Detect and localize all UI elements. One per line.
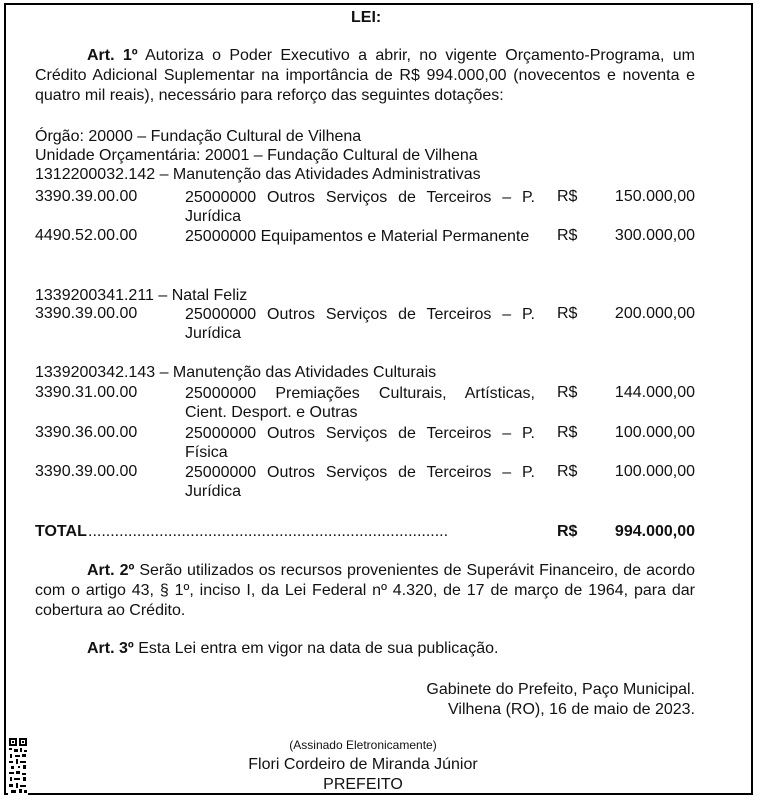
total-leader-dots: ................................................................................. [88, 523, 449, 540]
article-3-text: Esta Lei entra em vigor na data de sua publicação. [138, 640, 499, 657]
row-description: 25000000 Outros Serviços de Terceiros – P. Física [185, 425, 535, 461]
total-currency: R$ [557, 523, 578, 540]
orgao-line: Órgão: 20000 – Fundação Cultural de Vilhena [35, 128, 362, 145]
qr-code-icon [8, 737, 28, 795]
row-code: 4490.52.00.00 [35, 227, 138, 244]
row-value: 100.000,00 [614, 424, 695, 441]
row-value: 200.000,00 [614, 305, 695, 322]
article-1-label: Art. 1º [87, 47, 138, 64]
closing-place: Gabinete do Prefeito, Paço Municipal. [426, 681, 695, 698]
article-2-label: Art. 2º [87, 562, 135, 579]
row-description: 25000000 Outros Serviços de Terceiros – P. Jurídica [185, 464, 535, 500]
article-3 [35, 639, 695, 659]
article-2 [35, 561, 695, 621]
table-row [0, 227, 761, 267]
row-currency: R$ [557, 227, 578, 244]
row-value: 300.000,00 [614, 227, 695, 244]
total-row [0, 523, 761, 563]
total-value: 994.000,00 [614, 523, 695, 540]
row-value: 144.000,00 [614, 384, 695, 401]
row-code: 3390.39.00.00 [35, 188, 138, 205]
law-title: LEI: [351, 9, 382, 26]
table-row [0, 384, 761, 424]
row-description: 25000000 Outros Serviços de Terceiros – P. Jurídica [185, 306, 535, 342]
unidade-line: Unidade Orçamentária: 20001 – Fundação Cultural de Vilhena [35, 147, 478, 164]
program-heading: 1339200342.143 – Manutenção das Atividades Culturais [35, 364, 437, 381]
row-value: 100.000,00 [614, 463, 695, 480]
table-row [0, 305, 761, 345]
row-code: 3390.39.00.00 [35, 305, 138, 322]
closing-date: Vilhena (RO), 16 de maio de 2023. [448, 701, 695, 718]
row-description: 25000000 Premiações Culturais, Artísticas, Cient. Desport. e Outras [185, 385, 535, 421]
total-label: TOTAL [35, 523, 87, 540]
article-3-label: Art. 3º [87, 640, 134, 657]
article-1-text: Autoriza o Poder Executivo a abrir, no vigente Orçamento-Programa, um Crédito Adicional Suplementar na importância de R$ 994.000,00 (novecentos e noventa e quatro mil reais), necessário para reforço das seguintes dotações: [35, 47, 695, 104]
row-description: 25000000 Equipamentos e Material Permanente [185, 228, 530, 245]
row-code: 3390.36.00.00 [35, 424, 138, 441]
table-row [0, 463, 761, 503]
row-currency: R$ [557, 463, 578, 480]
program-heading: 1339200341.211 – Natal Feliz [35, 287, 248, 304]
row-code: 3390.39.00.00 [35, 463, 138, 480]
row-code: 3390.31.00.00 [35, 384, 138, 401]
article-2-text: Serão utilizados os recursos provenientes de Superávit Financeiro, de acordo com o artigo 43, § 1º, inciso I, da Lei Federal nº 4.320, de 17 de março de 1964, para dar cobertura ao Crédito. [35, 562, 695, 619]
signatory-role: PREFEITO [323, 776, 403, 793]
table-row [0, 424, 761, 464]
row-currency: R$ [557, 424, 578, 441]
row-currency: R$ [557, 384, 578, 401]
row-currency: R$ [557, 188, 578, 205]
signatory-name: Flori Cordeiro de Miranda Júnior [248, 756, 478, 773]
table-row [0, 188, 761, 228]
row-description: 25000000 Outros Serviços de Terceiros – P. Jurídica [185, 189, 535, 225]
signature-note: (Assinado Eletronicamente) [289, 738, 437, 752]
row-value: 150.000,00 [614, 188, 695, 205]
program-heading: 1312200032.142 – Manutenção das Atividades Administrativas [35, 166, 481, 183]
article-1 [35, 46, 695, 106]
row-currency: R$ [557, 305, 578, 322]
